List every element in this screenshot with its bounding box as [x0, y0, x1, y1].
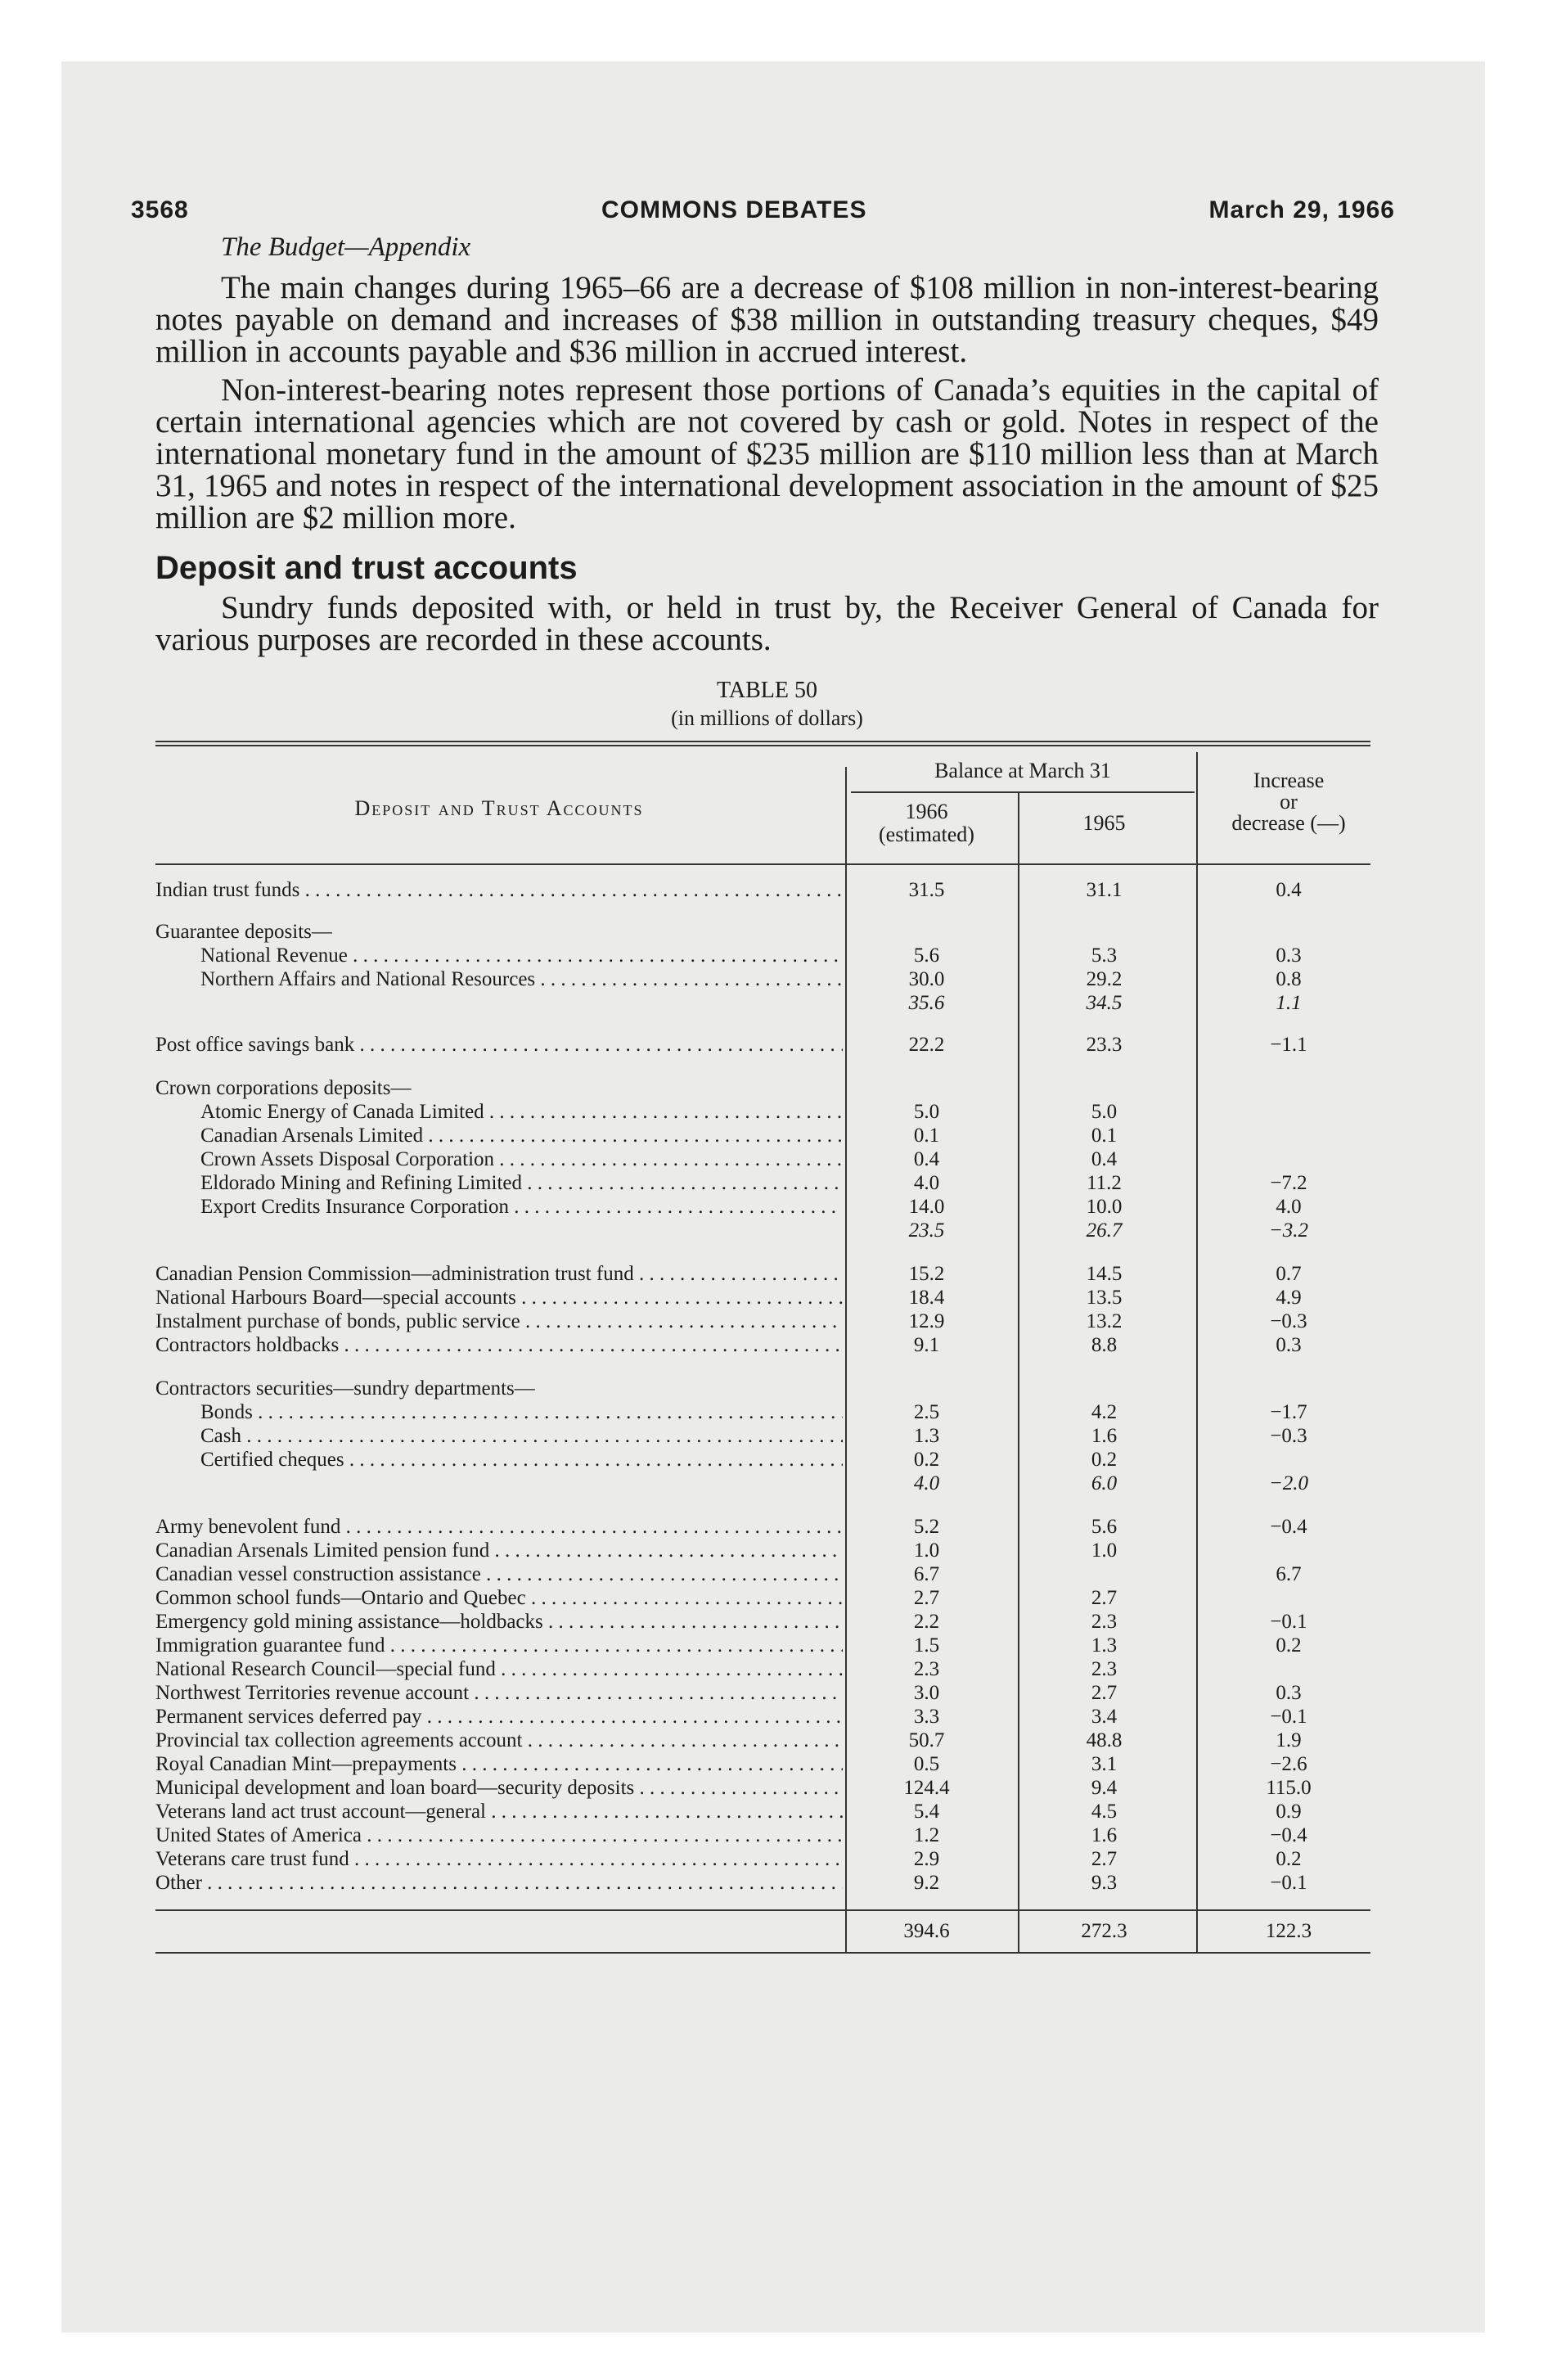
value-change: 0.2 — [1276, 1634, 1302, 1657]
value-1965: 2.3 — [1091, 1658, 1118, 1680]
value-1966: 0.4 — [913, 1148, 940, 1170]
value-1965: 0.4 — [1091, 1148, 1118, 1170]
row-label: Army benevolent fund . . . — [155, 1515, 843, 1539]
row-label: Certified cheques . . . — [200, 1448, 843, 1472]
row-label: Veterans care trust fund . . . — [155, 1847, 843, 1872]
table-row — [155, 1100, 1379, 1125]
table-row — [155, 1610, 1379, 1634]
value-1966: 12.9 — [908, 1310, 945, 1332]
value-change: −0.1 — [1270, 1706, 1307, 1728]
table-row — [155, 1657, 1379, 1682]
value-1965: 2.7 — [1091, 1682, 1118, 1704]
value-change: 6.7 — [1276, 1563, 1302, 1585]
value-1965: 4.5 — [1091, 1801, 1118, 1823]
total-rule — [155, 1909, 1370, 1911]
value-change: 1.9 — [1276, 1729, 1302, 1751]
table-row — [155, 1515, 1379, 1539]
value-1965: 31.1 — [1086, 879, 1123, 901]
table-caption — [155, 677, 1379, 732]
value-1966: 124.4 — [903, 1777, 950, 1799]
table-units: (in millions of dollars) — [671, 706, 863, 730]
value-1965: 5.3 — [1091, 944, 1118, 967]
table-top-rule-double — [155, 745, 1370, 746]
table-row — [155, 1076, 1379, 1101]
row-label: Export Credits Insurance Corporation . . . — [200, 1195, 843, 1219]
table-row — [155, 1634, 1379, 1658]
value-1965: 11.2 — [1087, 1172, 1122, 1194]
value-1966: 0.5 — [913, 1753, 940, 1775]
group-header-rule — [851, 791, 1195, 793]
table-row — [155, 920, 1379, 944]
row-label: Provincial tax collection agreements account . . . — [155, 1729, 843, 1753]
row-label: Guarantee deposits— — [155, 921, 332, 943]
value-change: −3.2 — [1268, 1219, 1309, 1242]
value-1965: 3.1 — [1091, 1753, 1118, 1775]
value-change: −0.1 — [1270, 1611, 1307, 1633]
table-row — [155, 1033, 1379, 1057]
balance-group-header: Balance at March 31 — [934, 759, 1111, 782]
table-row — [155, 1681, 1379, 1706]
row-label: Canadian Pension Commission—administration trust fund . . . — [155, 1262, 843, 1287]
row-label: Permanent services deferred pay . . . — [155, 1705, 843, 1729]
value-1965: 14.5 — [1086, 1263, 1123, 1285]
table-row — [155, 1586, 1379, 1611]
value-change: 115.0 — [1266, 1777, 1312, 1799]
table-row — [155, 1562, 1379, 1587]
paragraph-3: Sundry funds deposited with, or held in trust by, the Receiver General of Canada for various purposes are recorded in these accounts. — [155, 590, 1379, 657]
value-1966: 0.1 — [913, 1125, 940, 1147]
row-label: Veterans land act trust account—general . . . — [155, 1800, 843, 1824]
value-change: −2.6 — [1270, 1753, 1307, 1775]
page-number: 3568 — [131, 196, 189, 223]
subheading: Deposit and trust accounts — [155, 550, 578, 586]
table-row — [155, 1539, 1379, 1563]
row-label: Northwest Territories revenue account . . . — [155, 1681, 843, 1706]
row-label: Indian trust funds . . . — [155, 878, 843, 903]
value-change: 0.3 — [1276, 944, 1302, 967]
table-row — [155, 1752, 1379, 1777]
row-label: Bonds . . . — [200, 1400, 843, 1425]
value-change: 0.8 — [1276, 968, 1302, 990]
total-row — [155, 1919, 1379, 1944]
col-1966-estimated: (estimated) — [879, 823, 974, 846]
subtotal-row — [155, 991, 1379, 1016]
value-1966: 18.4 — [908, 1287, 945, 1309]
table-row — [155, 1262, 1379, 1287]
table-row — [155, 1333, 1379, 1358]
table-top-rule — [155, 741, 1370, 742]
table-row — [155, 878, 1379, 903]
value-1966: 5.0 — [913, 1101, 940, 1123]
value-1965: 5.0 — [1091, 1101, 1118, 1123]
value-1966: 3.0 — [913, 1682, 940, 1704]
value-change: 0.3 — [1276, 1682, 1302, 1704]
row-label: National Harbours Board—special accounts . . . — [155, 1286, 843, 1310]
value-1965: 1.6 — [1091, 1824, 1118, 1846]
row-label: Eldorado Mining and Refining Limited . . . — [200, 1171, 843, 1196]
change-header-2: or — [1280, 790, 1298, 814]
table-row — [155, 1800, 1379, 1824]
value-1966: 5.6 — [913, 944, 940, 967]
value-1966: 2.7 — [913, 1587, 940, 1609]
value-1966: 2.9 — [913, 1848, 940, 1870]
value-change: −0.3 — [1270, 1310, 1307, 1332]
table-number: TABLE 50 — [717, 678, 817, 703]
value-1966: 9.1 — [913, 1334, 940, 1356]
value-1965: 6.0 — [1091, 1472, 1118, 1494]
row-label: National Research Council—special fund . . . — [155, 1657, 843, 1682]
table-row — [155, 1171, 1379, 1196]
value-change: −0.3 — [1270, 1425, 1307, 1447]
value-1965: 1.6 — [1091, 1425, 1118, 1447]
row-label: Emergency gold mining assistance—holdbacks . . . — [155, 1610, 843, 1634]
paragraph-2: Non-interest-bearing notes represent those portions of Canada’s equities in the capital of certain international agencies which are not covered by cash or gold. Notes in respect of the international monetary fund in the amount of $235 million are $110 million less than at March 31, 1965 and notes in respect of the international development association in the amount of $25 million are $2 million more. — [155, 372, 1379, 535]
value-change: −2.0 — [1268, 1472, 1309, 1494]
value-1965: 23.3 — [1086, 1034, 1123, 1056]
row-label: United States of America . . . — [155, 1823, 843, 1848]
value-1966: 5.2 — [913, 1516, 940, 1538]
value-change: 0.9 — [1276, 1801, 1302, 1823]
value-1966: 35.6 — [908, 992, 945, 1014]
table-row — [155, 1400, 1379, 1425]
value-1966: 4.0 — [913, 1172, 940, 1194]
total-change: 122.3 — [1265, 1920, 1312, 1942]
row-label: Atomic Energy of Canada Limited . . . — [200, 1100, 843, 1125]
section-title: The Budget—Appendix — [221, 232, 471, 262]
value-change: −1.7 — [1270, 1401, 1307, 1423]
row-label: Municipal development and loan board—security deposits . . . — [155, 1776, 843, 1801]
value-change: 1.1 — [1276, 992, 1302, 1014]
row-label: National Revenue . . . — [200, 944, 843, 968]
table-row — [155, 1823, 1379, 1848]
value-1966: 1.3 — [913, 1425, 940, 1447]
value-1966: 2.5 — [913, 1401, 940, 1423]
row-label: Canadian Arsenals Limited . . . — [200, 1124, 843, 1148]
table-row — [155, 1871, 1379, 1895]
change-header-1: Increase — [1253, 769, 1325, 792]
total-1965: 272.3 — [1081, 1920, 1127, 1942]
value-change: −0.1 — [1270, 1872, 1307, 1894]
row-label: Canadian Arsenals Limited pension fund . . . — [155, 1539, 843, 1563]
value-1965: 48.8 — [1086, 1729, 1123, 1751]
value-1965: 26.7 — [1086, 1219, 1123, 1242]
value-1965: 13.5 — [1086, 1287, 1123, 1309]
value-change: −1.1 — [1270, 1034, 1307, 1056]
table-row — [155, 1286, 1379, 1310]
table-row — [155, 1424, 1379, 1449]
row-label: Post office savings bank . . . — [155, 1033, 843, 1057]
value-change: 0.3 — [1276, 1334, 1302, 1356]
value-change: −0.4 — [1270, 1516, 1307, 1538]
row-label: Other . . . — [155, 1871, 843, 1895]
row-label: Immigration guarantee fund . . . — [155, 1634, 843, 1658]
value-1966: 22.2 — [908, 1034, 945, 1056]
value-change: −7.2 — [1270, 1172, 1307, 1194]
value-1966: 31.5 — [908, 879, 945, 901]
table-row — [155, 1195, 1379, 1219]
stub-header: Deposit and Trust Accounts — [354, 796, 644, 820]
value-1966: 9.2 — [913, 1872, 940, 1894]
table-row — [155, 1377, 1379, 1401]
row-label: Crown Assets Disposal Corporation . . . — [200, 1147, 843, 1172]
header-bottom-rule — [155, 863, 1370, 865]
row-label: Crown corporations deposits— — [155, 1077, 412, 1099]
table-row — [155, 1776, 1379, 1801]
journal-title: COMMONS DEBATES — [601, 196, 867, 223]
value-1966: 3.3 — [913, 1706, 940, 1728]
issue-date: March 29, 1966 — [1208, 196, 1395, 223]
value-1965: 3.4 — [1091, 1706, 1118, 1728]
value-1966: 1.2 — [913, 1824, 940, 1846]
value-1966: 15.2 — [908, 1263, 945, 1285]
subtotal-row — [155, 1219, 1379, 1243]
value-1965: 2.7 — [1091, 1848, 1118, 1870]
subtotal-row — [155, 1472, 1379, 1496]
table-row — [155, 967, 1379, 992]
row-label: Contractors securities—sundry departments— — [155, 1377, 535, 1400]
value-1966: 2.3 — [913, 1658, 940, 1680]
value-1966: 14.0 — [908, 1196, 945, 1218]
value-1965: 9.4 — [1091, 1777, 1118, 1799]
row-label: Northern Affairs and National Resources . . . — [200, 967, 843, 992]
row-label: Canadian vessel construction assistance . . . — [155, 1562, 843, 1587]
value-1965: 34.5 — [1086, 992, 1123, 1014]
value-1966: 2.2 — [913, 1611, 940, 1633]
table-row — [155, 1705, 1379, 1729]
value-1965: 29.2 — [1086, 968, 1123, 990]
table-row — [155, 1309, 1379, 1334]
value-change: 0.7 — [1276, 1263, 1302, 1285]
value-1966: 1.0 — [913, 1539, 940, 1562]
total-1966: 394.6 — [903, 1920, 950, 1942]
row-label: Royal Canadian Mint—prepayments . . . — [155, 1752, 843, 1777]
table-row — [155, 1124, 1379, 1148]
value-1966: 50.7 — [908, 1729, 945, 1751]
value-1965: 1.3 — [1091, 1634, 1118, 1657]
value-1965: 2.7 — [1091, 1587, 1118, 1609]
value-1965: 0.1 — [1091, 1125, 1118, 1147]
table-row — [155, 1729, 1379, 1753]
value-1965: 0.2 — [1091, 1449, 1118, 1471]
value-1965: 9.3 — [1091, 1872, 1118, 1894]
table-row — [155, 1147, 1379, 1172]
value-1966: 6.7 — [913, 1563, 940, 1585]
value-1965: 2.3 — [1091, 1611, 1118, 1633]
table-row — [155, 1847, 1379, 1872]
table-bottom-rule — [155, 1952, 1370, 1954]
value-1966: 0.2 — [913, 1449, 940, 1471]
page-content — [131, 196, 1395, 1942]
value-change: 0.4 — [1276, 879, 1302, 901]
value-1966: 4.0 — [913, 1472, 940, 1494]
table-row — [155, 1448, 1379, 1472]
row-label: Cash . . . — [200, 1424, 843, 1449]
value-1966: 1.5 — [913, 1634, 940, 1657]
value-1965: 10.0 — [1086, 1196, 1123, 1218]
value-1965: 1.0 — [1091, 1539, 1118, 1562]
row-label: Common school funds—Ontario and Quebec . . . — [155, 1586, 843, 1611]
value-1965: 8.8 — [1091, 1334, 1118, 1356]
value-1965: 4.2 — [1091, 1401, 1118, 1423]
value-change: 4.9 — [1276, 1287, 1302, 1309]
value-1966: 5.4 — [913, 1801, 940, 1823]
paragraph-1: The main changes during 1965–66 are a decrease of $108 million in non-interest-bearing notes payable on demand and increases of $38 million in outstanding treasury cheques, $49 million in accounts payable and $36 million in accrued interest. — [155, 270, 1379, 369]
value-change: 0.2 — [1276, 1848, 1302, 1870]
value-1966: 23.5 — [908, 1219, 945, 1242]
row-label: Instalment purchase of bonds, public service . . . — [155, 1309, 843, 1334]
col-1966-year: 1966 — [905, 800, 948, 823]
value-change: −0.4 — [1270, 1824, 1307, 1846]
row-label: Contractors holdbacks . . . — [155, 1333, 843, 1358]
value-1965: 5.6 — [1091, 1516, 1118, 1538]
change-header-3: decrease (—) — [1231, 811, 1346, 835]
running-header — [131, 196, 1395, 236]
col-1965-header: 1965 — [1082, 811, 1126, 835]
table-row — [155, 944, 1379, 968]
value-1965: 13.2 — [1086, 1310, 1123, 1332]
value-change: 4.0 — [1276, 1196, 1302, 1218]
value-1966: 30.0 — [908, 968, 945, 990]
